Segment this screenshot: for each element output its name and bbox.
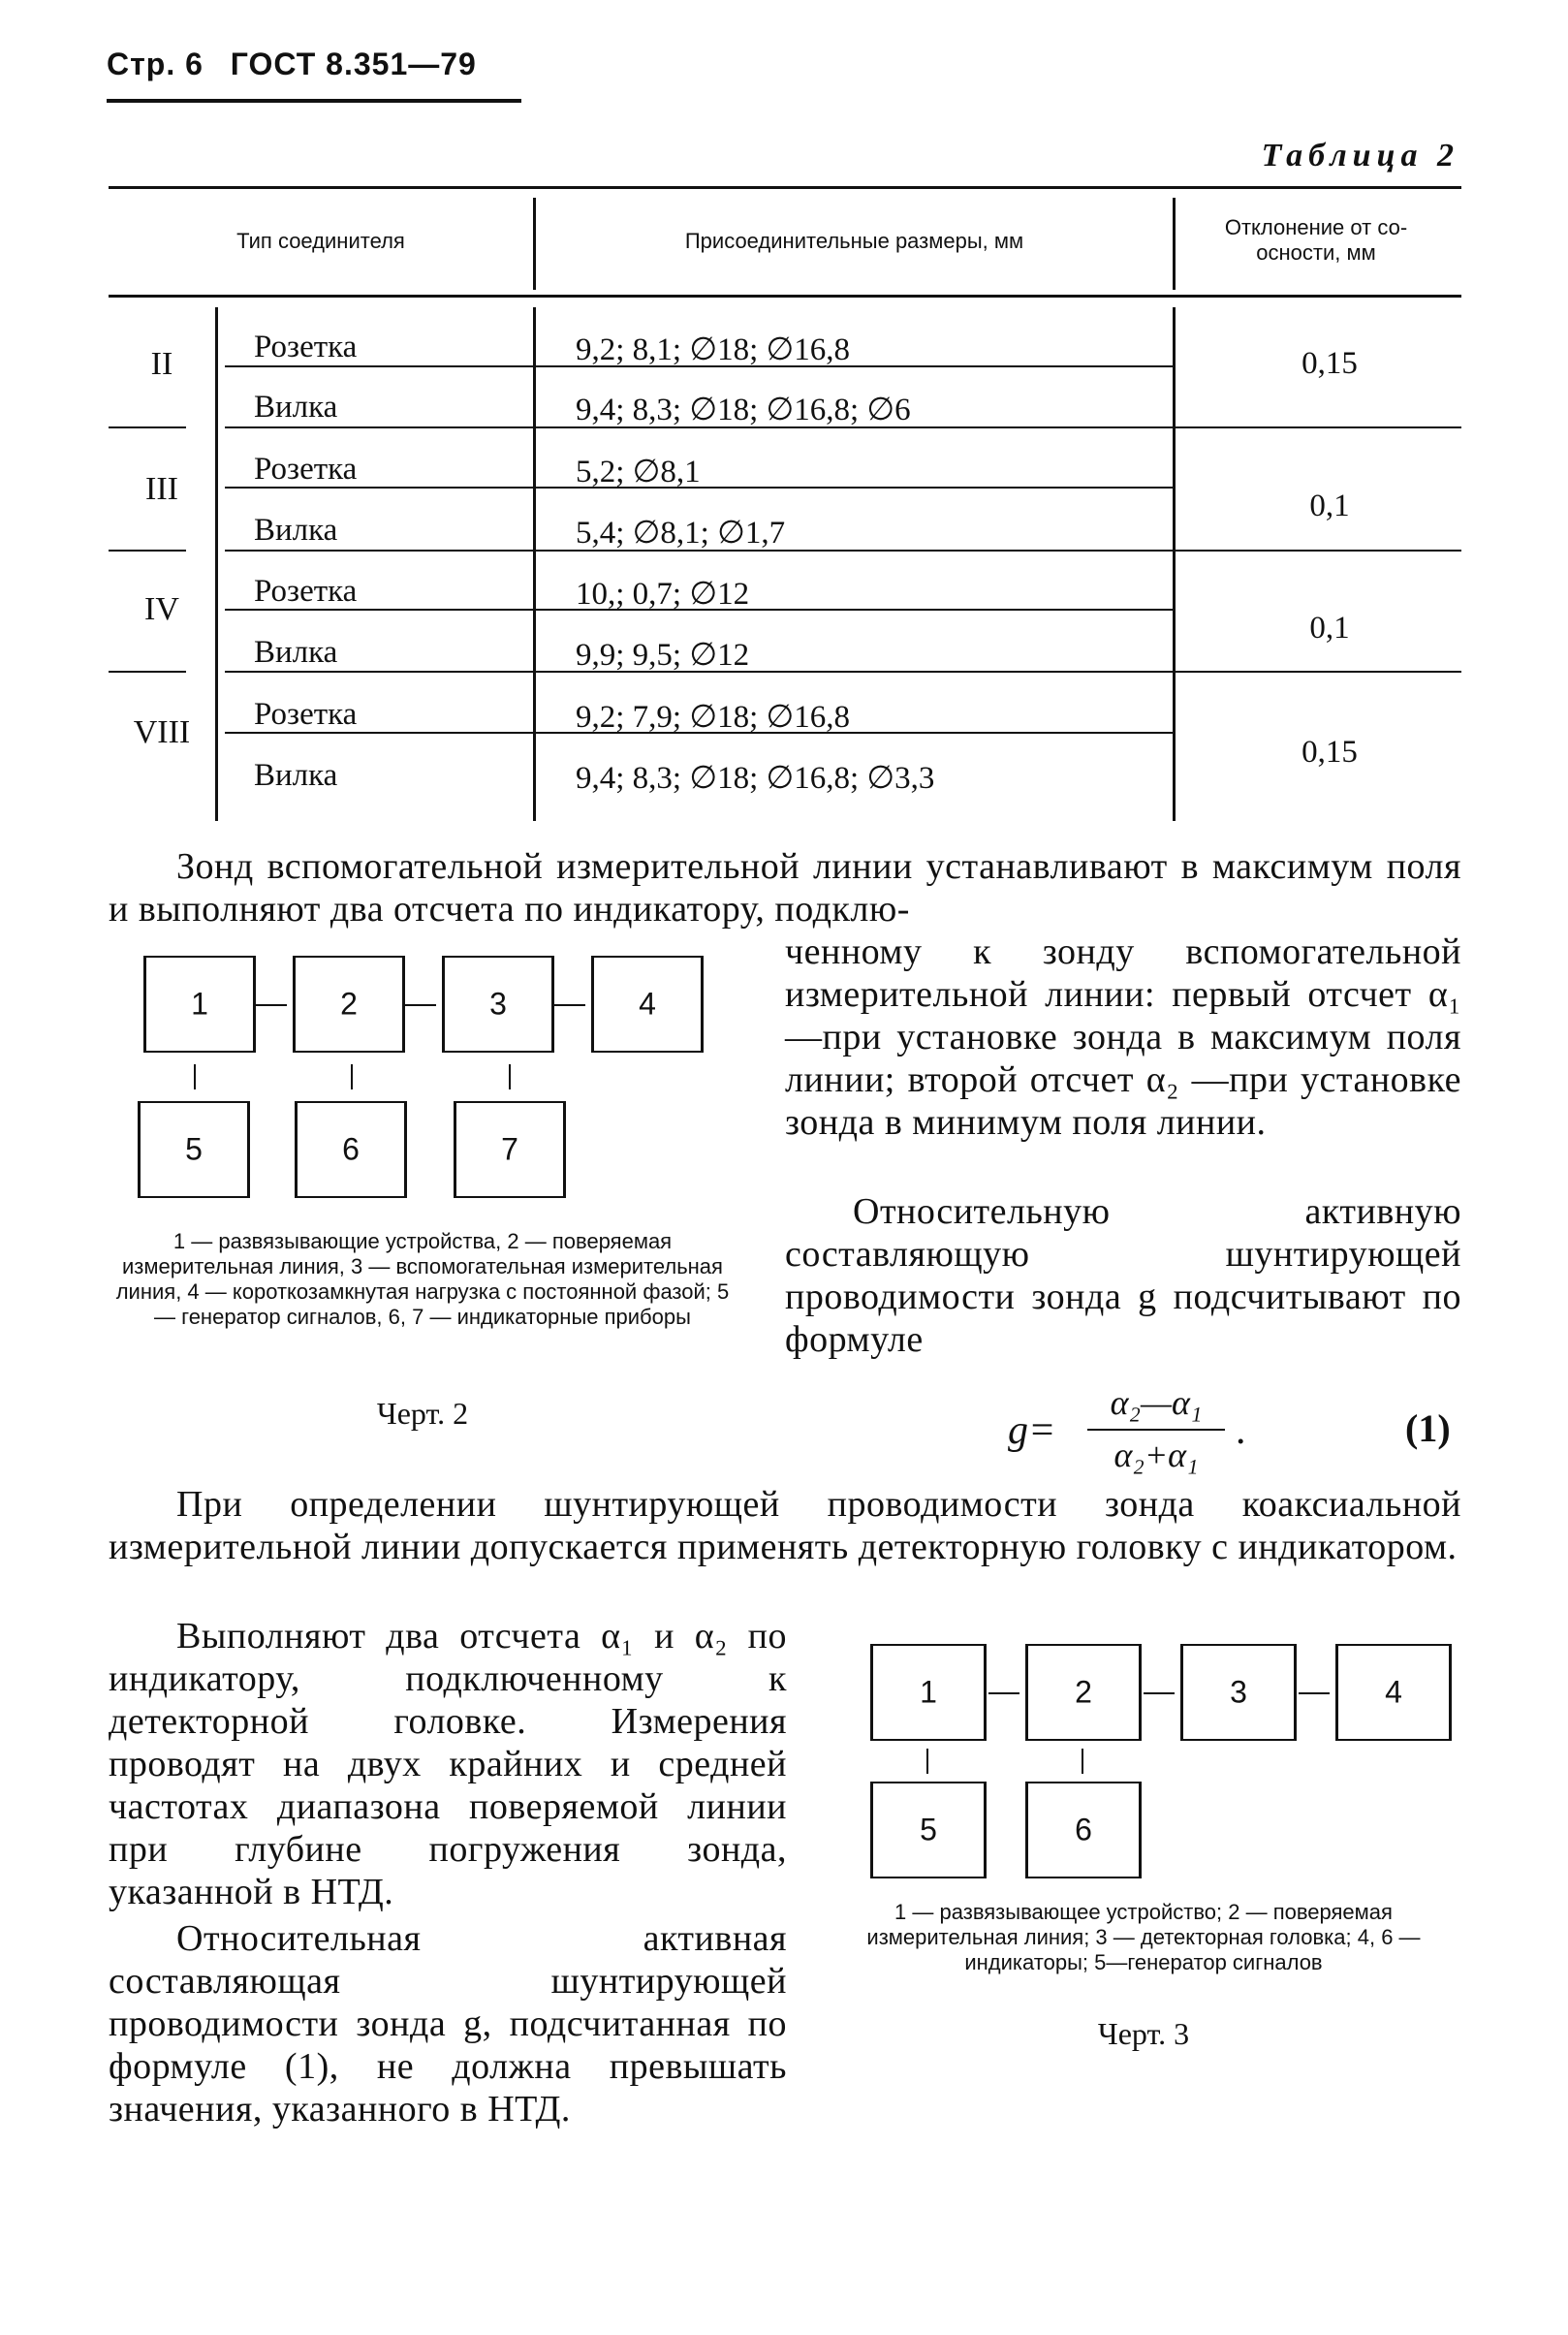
kind-cell: Вилка: [254, 390, 338, 425]
figure-3: [870, 1644, 1471, 1896]
fig3-title: Черт. 3: [1097, 2016, 1190, 2051]
type-cell: IV: [144, 591, 179, 627]
connector: [926, 1749, 928, 1774]
kind-cell: Вилка: [254, 635, 338, 670]
group-rule: [225, 671, 1461, 673]
connector: [509, 1064, 511, 1089]
fraction-bar: [1087, 1429, 1225, 1431]
fig3-box-4: [1335, 1644, 1452, 1741]
box-label: 1: [920, 1674, 937, 1710]
connector: [554, 1004, 585, 1006]
formula-numerator: α₂—α₁: [1110, 1383, 1203, 1422]
header-rule: [107, 99, 521, 103]
formula-denominator: α₂+α₁: [1113, 1436, 1199, 1474]
body-divider-dims: [533, 307, 536, 821]
fig3-box-1: [870, 1644, 987, 1741]
page-number: Стр. 6: [107, 47, 204, 81]
group-rule: [109, 671, 186, 673]
box-label: 3: [489, 986, 507, 1022]
box-label: 2: [1075, 1674, 1092, 1710]
fig2-title: Черт. 2: [376, 1396, 469, 1431]
formula-dot: .: [1237, 1408, 1247, 1453]
fig2-box-2: [293, 956, 405, 1053]
dims-cell: 9,9; 9,5; ∅12: [576, 638, 750, 673]
fig3-box-5: [870, 1782, 987, 1878]
formula-lhs: g=: [1008, 1408, 1056, 1453]
table-header-rule: [109, 295, 1461, 298]
header-divider-2: [1173, 198, 1176, 290]
col-header-dev: Отклонение от со-осности, мм: [1224, 215, 1408, 265]
body-divider-type: [215, 307, 218, 821]
fig2-box-7: [454, 1101, 566, 1198]
col-header-dims: Присоединительные размеры, мм: [684, 229, 1024, 253]
fig2-caption: 1 — развязывающие устройства, 2 — поверяемая измерительная линия, 3 — вспомогательная измерительная линия, 4 — короткозамкнутая нагрузка с постоянной фазой; 5 — генератор сигналов, 6, 7 — индикаторные приборы: [115, 1229, 730, 1329]
col-header-type: Тип соединителя: [236, 229, 405, 253]
group-rule: [109, 426, 186, 428]
table-top-rule: [109, 186, 1461, 189]
body-divider-dev: [1173, 307, 1176, 821]
page-header: [107, 47, 494, 82]
fig2-box-5: [138, 1101, 250, 1198]
box-label: 5: [920, 1812, 937, 1847]
paragraph-1-continued: ченному к зонду вспомогательной измерительной линии: первый отсчет α₁—при установке зонда в максимум поля линии; второй отсчет α₂ —при установке зонда в минимум поля линии.: [785, 931, 1461, 1143]
dims-cell: 9,2; 8,1; ∅18; ∅16,8: [576, 332, 850, 367]
connector: [1144, 1692, 1175, 1694]
kind-cell: Розетка: [254, 574, 358, 609]
dims-cell: 9,2; 7,9; ∅18; ∅16,8: [576, 700, 850, 735]
group-rule: [109, 550, 186, 552]
kind-cell: Розетка: [254, 452, 358, 487]
dims-cell: 5,2; ∅8,1: [576, 455, 701, 489]
fig2-box-1: [143, 956, 256, 1053]
dims-cell: 9,4; 8,3; ∅18; ∅16,8; ∅6: [576, 393, 911, 427]
box-label: 6: [1075, 1812, 1092, 1847]
connector-table: [109, 186, 1461, 824]
paragraph-5: Относительная активная составляющая шунтирующей проводимости зонда g, подсчитанная по формуле (1), не должна превышать значения, указанного в НТД.: [109, 1918, 787, 2130]
connector: [988, 1692, 1019, 1694]
dims-cell: 9,4; 8,3; ∅18; ∅16,8; ∅3,3: [576, 761, 935, 796]
paragraph-1: Зонд вспомогательной измерительной линии устанавливают в максимум поля и выполняют два отсчета по индикатору, подклю-: [109, 846, 1461, 930]
box-label: 2: [340, 986, 358, 1022]
dims-cell: 5,4; ∅8,1; ∅1,7: [576, 516, 786, 551]
fig2-box-3: [442, 956, 554, 1053]
standard-code: ГОСТ 8.351—79: [230, 47, 477, 81]
fig3-box-2: [1025, 1644, 1142, 1741]
box-label: 1: [191, 986, 208, 1022]
fig3-caption: 1 — развязывающее устройство; 2 — поверяемая измерительная линия; 3 — детекторная головка; 4, 6 — индикаторы; 5—генератор сигналов: [866, 1900, 1421, 1974]
box-label: 3: [1230, 1674, 1247, 1710]
group-rule: [225, 550, 1461, 552]
connector: [1082, 1749, 1083, 1774]
paragraph-4: Выполняют два отсчета α₁ и α₂ по индикатору, подключенному к детекторной головке. Измерения проводят на двух крайних и средней частотах диапазона поверяемой линии при глубине погружения зонда, указанной в НТД.: [109, 1616, 787, 1912]
formula-number: (1): [1405, 1406, 1451, 1450]
connector: [1299, 1692, 1330, 1694]
paragraph-3: При определении шунтирующей проводимости зонда коаксиальной измерительной линии допускается применять детекторную головку с индикатором.: [109, 1484, 1461, 1567]
dev-cell: 0,1: [1309, 489, 1350, 523]
type-cell: VIII: [133, 714, 191, 750]
connector: [194, 1064, 196, 1089]
kind-cell: Вилка: [254, 513, 338, 548]
table-caption: Таблица 2: [1261, 138, 1459, 174]
box-label: 4: [639, 986, 656, 1022]
fig3-box-6: [1025, 1782, 1142, 1878]
paragraph-2: Относительную активную составляющую шунтирующей проводимости зонда g подсчитывают по формуле: [785, 1191, 1461, 1360]
type-cell: II: [150, 346, 173, 382]
box-label: 5: [185, 1131, 203, 1167]
connector: [351, 1064, 353, 1089]
connector: [405, 1004, 436, 1006]
dev-cell: 0,15: [1301, 346, 1358, 381]
figure-2: [136, 956, 737, 1208]
box-label: 6: [342, 1131, 360, 1167]
fig2-box-6: [295, 1101, 407, 1198]
type-cell: III: [145, 471, 178, 507]
box-label: 4: [1385, 1674, 1402, 1710]
dev-cell: 0,15: [1301, 735, 1358, 770]
dev-cell: 0,1: [1309, 611, 1350, 646]
kind-cell: Розетка: [254, 330, 358, 364]
fig2-box-4: [591, 956, 704, 1053]
connector: [256, 1004, 287, 1006]
fig3-box-3: [1180, 1644, 1297, 1741]
box-label: 7: [501, 1131, 518, 1167]
kind-cell: Розетка: [254, 697, 358, 732]
kind-cell: Вилка: [254, 758, 338, 793]
dims-cell: 10,; 0,7; ∅12: [576, 577, 750, 612]
